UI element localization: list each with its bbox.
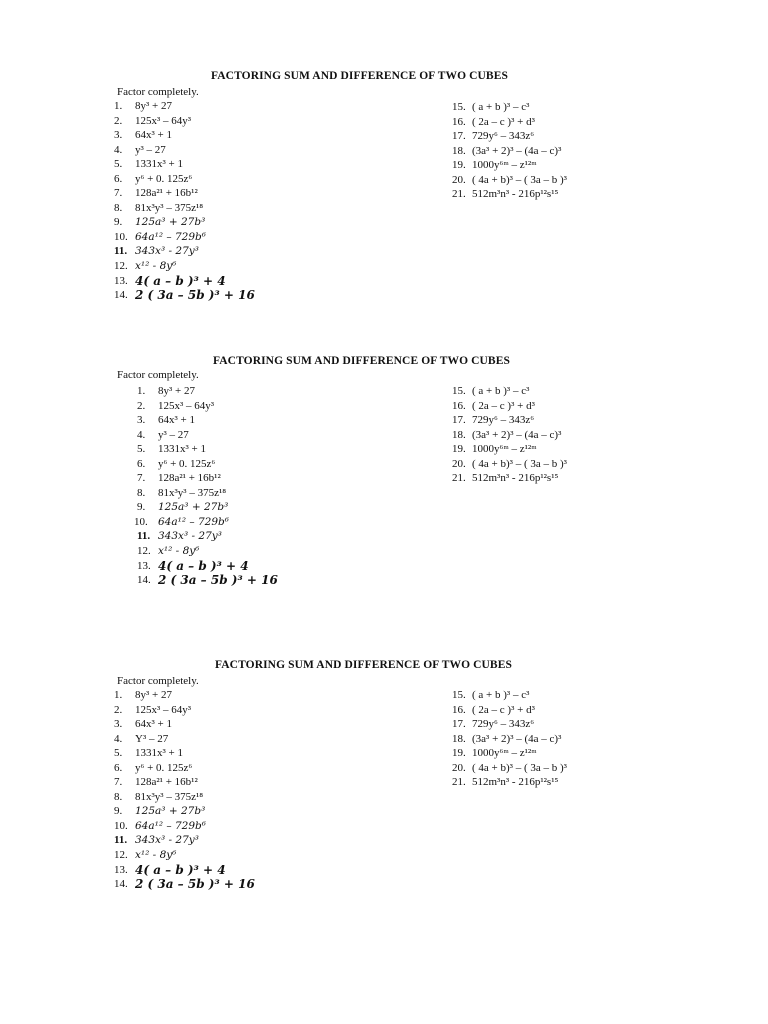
section-title: FACTORING SUM AND DIFFERENCE OF TWO CUBES [211, 70, 508, 82]
problem-number: 14. [114, 289, 128, 302]
problem-number: 9. [114, 805, 123, 818]
problem-number: 18. [452, 428, 466, 441]
problem-item [0, 500, 420, 515]
problem-item [0, 399, 760, 414]
problem-number: 3. [114, 129, 123, 142]
problem-item [0, 804, 420, 819]
problem-item [0, 732, 760, 747]
right-problem-list [0, 384, 760, 486]
problem-expression: 1000y⁶ᵐ – z¹²ᵐ [472, 443, 537, 456]
problem-number: 1. [114, 689, 123, 701]
problem-number: 19. [452, 747, 466, 760]
problem-expression: 343x³ - 27y³ [135, 245, 199, 258]
problem-item [0, 471, 760, 486]
problem-expression: 128a²¹ + 16b¹² [158, 472, 221, 485]
problem-item [0, 775, 760, 790]
problem-item [0, 442, 760, 457]
problem-expression: 4( a – b )³ + 4 [158, 558, 249, 573]
problem-item [0, 129, 760, 144]
problem-expression: x¹² - 8y⁶ [135, 260, 177, 273]
problem-expression: 8y³ + 27 [158, 385, 196, 397]
problem-number: 12. [114, 849, 128, 862]
problem-expression: 64a¹² – 729b⁶ [135, 819, 206, 832]
problem-number: 8. [137, 486, 146, 499]
problem-number: 15. [452, 385, 466, 397]
problem-expression: 1000y⁶ᵐ – z¹²ᵐ [472, 747, 537, 760]
problem-number: 5. [114, 158, 123, 171]
problem-item [0, 457, 760, 472]
problem-number: 8. [114, 201, 123, 214]
problem-expression: 1331x³ + 1 [158, 443, 207, 456]
right-problem-list [0, 688, 760, 790]
instructions: Factor completely. [117, 86, 199, 98]
problem-number: 16. [452, 115, 466, 128]
problem-expression: ( 2a – c )³ + d³ [472, 399, 535, 412]
right-problem-list [0, 100, 760, 202]
problem-number: 14. [137, 574, 151, 587]
problem-expression: 512m³n³ - 216p¹²s¹⁵ [472, 472, 559, 485]
problem-expression: y⁶ + 0. 125z⁶ [135, 172, 193, 185]
problem-number: 7. [114, 187, 123, 200]
problem-expression: ( 4a + b)³ – ( 3a – b )³ [472, 173, 567, 186]
problem-expression: 729y⁶ – 343z⁶ [472, 130, 535, 143]
problem-expression: (3a³ + 2)³ – (4a – c)³ [472, 732, 562, 745]
problem-expression: 2 ( 3a – 5b )³ + 16 [135, 288, 255, 303]
problem-number: 7. [114, 776, 123, 789]
problem-item [0, 187, 760, 202]
problem-item [0, 833, 420, 848]
problem-expression: 125a³ + 27b³ [135, 216, 206, 229]
problem-number: 4. [114, 732, 123, 745]
problem-number: 1. [114, 100, 123, 112]
problem-item [0, 877, 420, 892]
problem-number: 12. [137, 545, 151, 558]
problem-item [0, 144, 760, 159]
problem-number: 20. [452, 173, 466, 186]
problem-number: 17. [452, 414, 466, 427]
problem-item [0, 703, 760, 718]
problem-number: 5. [137, 443, 146, 456]
problem-expression: ( 4a + b)³ – ( 3a – b )³ [472, 761, 567, 774]
problem-expression: 1331x³ + 1 [135, 158, 184, 171]
problem-number: 12. [114, 260, 128, 273]
problem-expression: Y³ – 27 [135, 732, 169, 745]
problem-number: 11. [114, 245, 128, 258]
problem-item [0, 215, 420, 230]
problem-number: 17. [452, 130, 466, 143]
problem-expression: 64x³ + 1 [135, 718, 173, 731]
problem-expression: 128a²¹ + 16b¹² [135, 776, 198, 789]
problem-item [0, 688, 760, 703]
problem-number: 1. [137, 385, 146, 397]
section-title: FACTORING SUM AND DIFFERENCE OF TWO CUBES [215, 659, 512, 671]
problem-expression: 512m³n³ - 216p¹²s¹⁵ [472, 188, 559, 201]
problem-expression: 125x³ – 64y³ [135, 703, 192, 716]
problem-number: 6. [114, 172, 123, 185]
problem-expression: 512m³n³ - 216p¹²s¹⁵ [472, 776, 559, 789]
problem-expression: 2 ( 3a – 5b )³ + 16 [135, 877, 255, 892]
problem-number: 21. [452, 188, 466, 201]
problem-expression: 1000y⁶ᵐ – z¹²ᵐ [472, 159, 537, 172]
problem-expression: 81x³y³ – 375z¹⁸ [135, 790, 204, 803]
problem-expression: 1331x³ + 1 [135, 747, 184, 760]
problem-number: 13. [114, 274, 128, 287]
problem-expression: x¹² - 8y⁶ [158, 545, 200, 558]
problem-number: 14. [114, 878, 128, 891]
problem-expression: ( a + b )³ – c³ [472, 385, 530, 397]
problem-expression: (3a³ + 2)³ – (4a – c)³ [472, 428, 562, 441]
problem-item [0, 848, 420, 863]
problem-expression: 81x³y³ – 375z¹⁸ [135, 201, 204, 214]
problem-number: 2. [114, 703, 123, 716]
problem-item [0, 717, 760, 732]
problem-number: 15. [452, 689, 466, 701]
problem-number: 16. [452, 399, 466, 412]
problem-number: 21. [452, 776, 466, 789]
problem-expression: 64a¹² – 729b⁶ [135, 230, 206, 243]
problem-expression: 4( a – b )³ + 4 [135, 862, 226, 877]
problem-item [0, 244, 420, 259]
problem-expression: ( 4a + b)³ – ( 3a – b )³ [472, 457, 567, 470]
problem-item [0, 544, 420, 559]
problem-item [0, 158, 760, 173]
problem-expression: ( a + b )³ – c³ [472, 101, 530, 113]
problem-number: 11. [137, 530, 151, 543]
problem-expression: ( 2a – c )³ + d³ [472, 115, 535, 128]
problem-expression: y³ – 27 [135, 143, 166, 156]
problem-expression: 729y⁶ – 343z⁶ [472, 718, 535, 731]
problem-item [0, 259, 420, 274]
problem-item [0, 201, 420, 216]
problem-item [0, 288, 420, 303]
problem-expression: (3a³ + 2)³ – (4a – c)³ [472, 144, 562, 157]
problem-expression: 343x³ - 27y³ [135, 834, 199, 847]
problem-number: 3. [137, 414, 146, 427]
section-title: FACTORING SUM AND DIFFERENCE OF TWO CUBES [213, 355, 510, 367]
problem-expression: x¹² - 8y⁶ [135, 849, 177, 862]
problem-item [0, 863, 420, 878]
problem-item [0, 529, 420, 544]
problem-expression: 128a²¹ + 16b¹² [135, 187, 198, 200]
problem-item [0, 746, 760, 761]
problem-expression: 729y⁶ – 343z⁶ [472, 414, 535, 427]
problem-expression: 2 ( 3a – 5b )³ + 16 [158, 573, 278, 588]
problem-expression: y³ – 27 [158, 428, 189, 441]
problem-number: 4. [137, 428, 146, 441]
problem-expression: 4( a – b )³ + 4 [135, 273, 226, 288]
problem-item [0, 515, 420, 530]
problem-item [0, 559, 420, 574]
problem-number: 7. [137, 472, 146, 485]
problem-expression: 64a¹² – 729b⁶ [158, 515, 229, 528]
problem-item [0, 819, 420, 834]
problem-item [0, 573, 420, 588]
problem-number: 9. [137, 501, 146, 514]
problem-number: 18. [452, 732, 466, 745]
problem-number: 10. [114, 819, 128, 832]
problem-item [0, 413, 760, 428]
problem-item [0, 384, 760, 399]
problem-expression: 64x³ + 1 [135, 129, 173, 142]
problem-number: 21. [452, 472, 466, 485]
problem-number: 11. [114, 834, 128, 847]
problem-expression: 8y³ + 27 [135, 100, 173, 112]
problem-expression: 64x³ + 1 [158, 414, 196, 427]
problem-item [0, 486, 420, 501]
problem-item [0, 761, 760, 776]
problem-item [0, 100, 760, 115]
problem-item [0, 790, 420, 805]
problem-expression: ( a + b )³ – c³ [472, 689, 530, 701]
problem-expression: ( 2a – c )³ + d³ [472, 703, 535, 716]
problem-item [0, 173, 760, 188]
problem-item [0, 274, 420, 289]
problem-number: 2. [114, 114, 123, 127]
problem-number: 20. [452, 761, 466, 774]
problem-number: 8. [114, 790, 123, 803]
problem-expression: 81x³y³ – 375z¹⁸ [158, 486, 227, 499]
problem-number: 5. [114, 747, 123, 760]
problem-number: 13. [114, 863, 128, 876]
problem-number: 19. [452, 443, 466, 456]
problem-number: 2. [137, 399, 146, 412]
problem-expression: 125x³ – 64y³ [158, 399, 215, 412]
problem-item [0, 115, 760, 130]
problem-number: 4. [114, 143, 123, 156]
problem-number: 20. [452, 457, 466, 470]
problem-item [0, 428, 760, 443]
problem-expression: 125a³ + 27b³ [135, 805, 206, 818]
problem-expression: 343x³ - 27y³ [158, 530, 222, 543]
problem-number: 16. [452, 703, 466, 716]
problem-number: 17. [452, 718, 466, 731]
problem-item [0, 230, 420, 245]
problem-number: 18. [452, 144, 466, 157]
problem-number: 3. [114, 718, 123, 731]
problem-number: 6. [137, 457, 146, 470]
problem-number: 13. [137, 559, 151, 572]
problem-expression: 8y³ + 27 [135, 689, 173, 701]
problem-number: 10. [134, 515, 148, 528]
problem-number: 19. [452, 159, 466, 172]
instructions: Factor completely. [117, 369, 199, 381]
problem-expression: 125a³ + 27b³ [158, 501, 229, 514]
problem-expression: y⁶ + 0. 125z⁶ [135, 761, 193, 774]
problem-number: 10. [114, 230, 128, 243]
problem-number: 15. [452, 101, 466, 113]
instructions: Factor completely. [117, 675, 199, 687]
problem-number: 9. [114, 216, 123, 229]
problem-number: 6. [114, 761, 123, 774]
problem-expression: y⁶ + 0. 125z⁶ [158, 457, 216, 470]
problem-expression: 125x³ – 64y³ [135, 114, 192, 127]
